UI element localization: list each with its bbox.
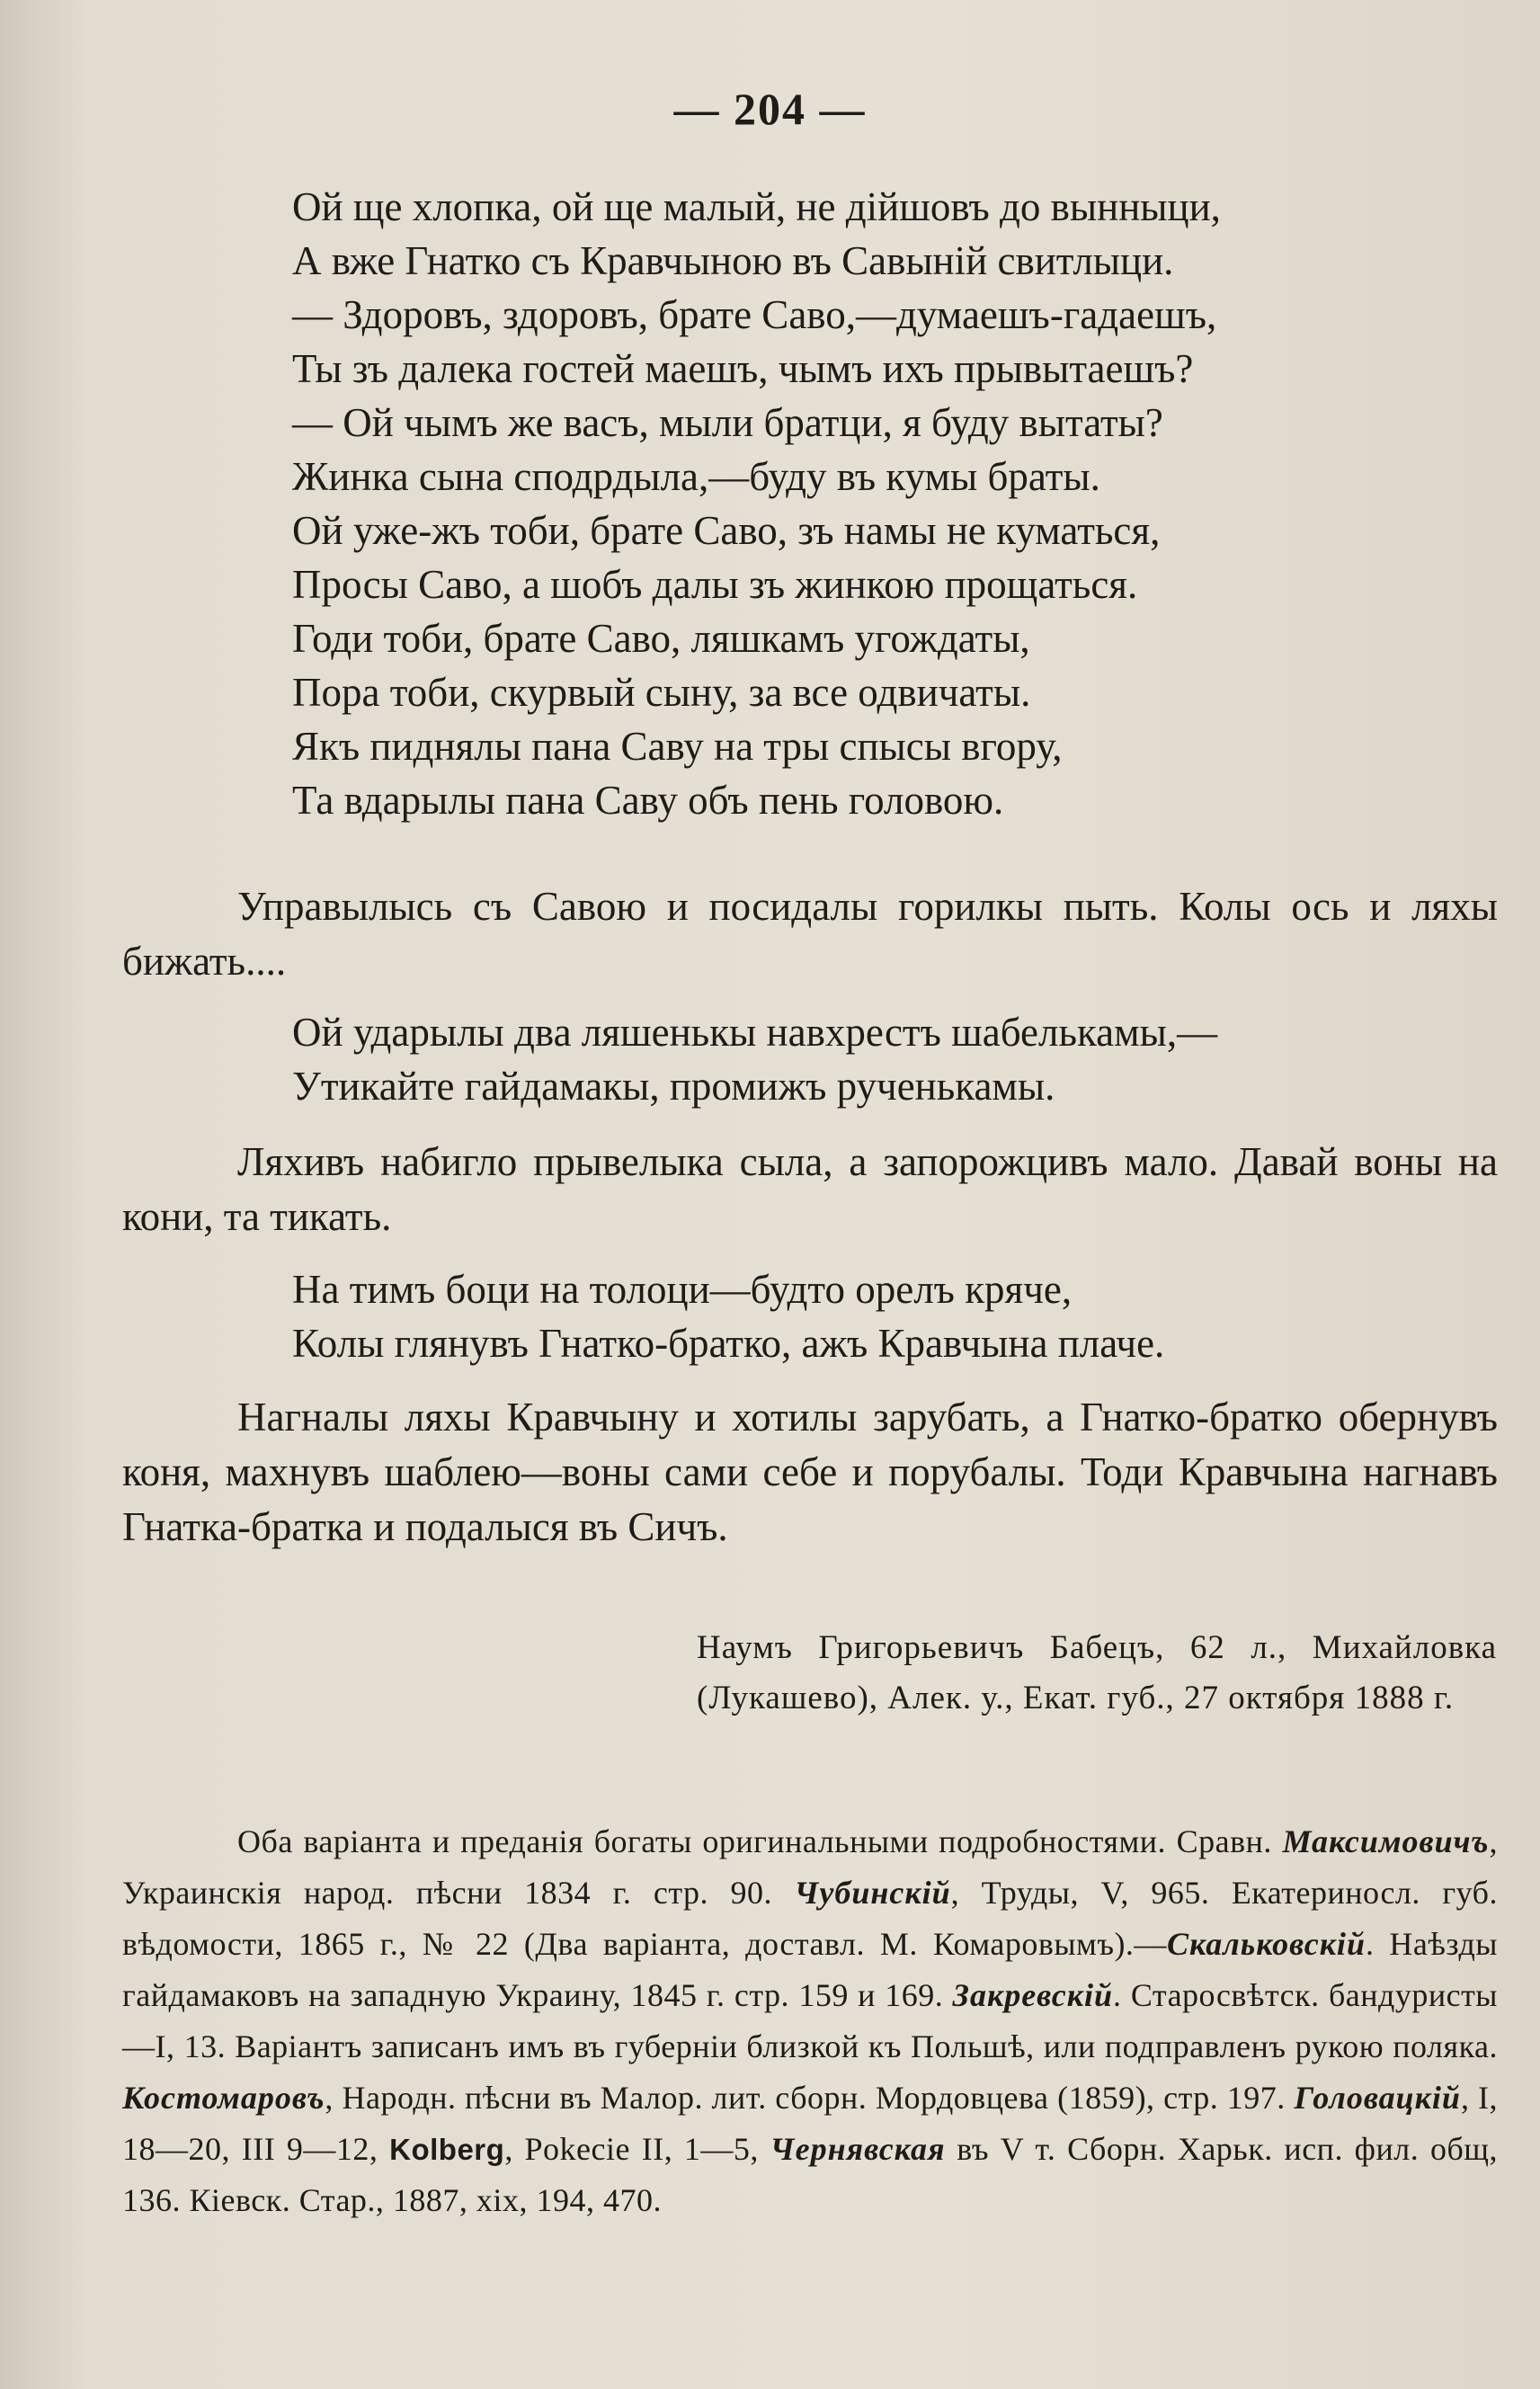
- footnote-author: Скальковскiй: [1166, 1926, 1366, 1962]
- footnote-author: Максимовичъ: [1282, 1823, 1490, 1859]
- footnote-author: Костомаровъ: [122, 2080, 325, 2116]
- footnote-text: , Народн. пѣсни въ Малор. лит. сборн. Мордовцева (1859), стр. 197.: [325, 2080, 1295, 2116]
- verse-line: Пора тоби, скурвый сыну, за все одвичаты.: [292, 670, 1031, 715]
- footnote-author: Головацкiй: [1294, 2080, 1461, 2116]
- footnote-text: . Наѣзды гайдамаковъ на западную Украину, 1845 г. стр. 159 и 169.: [122, 1926, 1498, 2013]
- footnote-author: Чубинскiй: [794, 1875, 951, 1911]
- verse-line: Жинка сына сподрдыла,—буду въ кумы браты.: [292, 454, 1100, 499]
- footnote-text: Оба варiанта и преданiя богаты оригинальными подробностями. Сравн.: [237, 1823, 1283, 1859]
- verse-line: Якъ пиднялы пана Саву на тры спысы вгору,: [292, 724, 1063, 769]
- verse-line: Ты зъ далека гостей маешъ, чымъ ихъ прывытаешъ?: [292, 346, 1194, 391]
- footnote-text: , Украинскiя народ. пѣсни 1834 г. стр. 90.: [122, 1823, 1498, 1911]
- verse-line: — Ой чымъ же васъ, мыли братци, я буду вытаты?: [292, 400, 1163, 445]
- footnote-text: , Pokecie II, 1—5,: [504, 2131, 770, 2167]
- footnote-author: Закревскiй: [952, 1977, 1114, 2013]
- prose-paragraph-3: Нагналы ляхы Кравчыну и хотилы зарубать, а Гнатко-братко обернувъ коня, махнувъ шаблею—воны сами себе и порубалы. Тоди Кравчына нагнавъ Гнатка-братка и подалыся въ Сичъ.: [122, 1395, 1498, 1549]
- informant-signature: Наумъ Григорьевичъ Бабецъ, 62 л., Михайловка (Лукашево), Алек. у., Екат. губ., 27 октября 1888 г.: [697, 1629, 1497, 1716]
- verse-line: — Здоровъ, здоровъ, брате Саво,—думаешъ-гадаешъ,: [292, 292, 1217, 337]
- verse-block-2: [292, 1005, 1497, 1113]
- footnote: [122, 1816, 1498, 2226]
- verse-line: Ой уже-жъ тоби, брате Саво, зъ намы не куматься,: [292, 508, 1161, 553]
- verse-line: Просы Саво, а шобъ далы зъ жинкою прощаться.: [292, 562, 1138, 607]
- page-number: — 204 —: [673, 84, 867, 134]
- verse-line: Ой ще хлопка, ой ще малый, не дiйшовъ до вынныци,: [292, 184, 1221, 229]
- prose-paragraph-1: Управылысь съ Савою и посидалы горилкы пыть. Колы ось и ляхы бижать....: [122, 884, 1498, 984]
- verse-line: А вже Гнатко съ Кравчыною въ Савынiй свитлыци.: [292, 238, 1174, 283]
- verse-line: Та вдарылы пана Саву объ пень головою.: [292, 778, 1004, 823]
- verse-line: Утикайте гайдамакы, промижъ рученькамы.: [292, 1064, 1055, 1109]
- footnote-text: , I, 18—20, III 9—12,: [122, 2080, 1498, 2167]
- verse-line: Годи тоби, брате Саво, ляшкамъ угождаты,: [292, 616, 1030, 661]
- footnote-author: Чернявская: [770, 2131, 946, 2167]
- footnote-text: , Труды, V, 965. Екатериносл. губ. вѣдомости, 1865 г., № 22 (Два варiанта, доставл. М. Комаровымъ).—: [122, 1875, 1498, 1962]
- footnote-author: Kolberg: [389, 2133, 505, 2166]
- prose-paragraph-2: Ляхивъ набигло прывелыка сыла, а запорожцивъ мало. Давай воны на кони, та тикать.: [122, 1139, 1498, 1239]
- verse-block-3: [292, 1262, 1497, 1370]
- verse-block-1: [292, 180, 1497, 827]
- verse-line: Колы глянувъ Гнатко-братко, ажъ Кравчына плаче.: [292, 1321, 1165, 1366]
- footnote-text: . Старосвѣтск. бандуристы—I, 13. Варiантъ записанъ имъ въ губернiи близкой къ Польшѣ, или подправленъ рукою поляка.: [122, 1977, 1498, 2064]
- verse-line: На тимъ боци на толоци—будто орелъ кряче,: [292, 1267, 1073, 1312]
- verse-line: Ой ударылы два ляшенькы навхрестъ шабелькамы,—: [292, 1010, 1218, 1055]
- footnote-text: въ V т. Сборн. Харьк. исп. фил. общ, 136. Кiевск. Стар., 1887, xix, 194, 470.: [122, 2131, 1498, 2218]
